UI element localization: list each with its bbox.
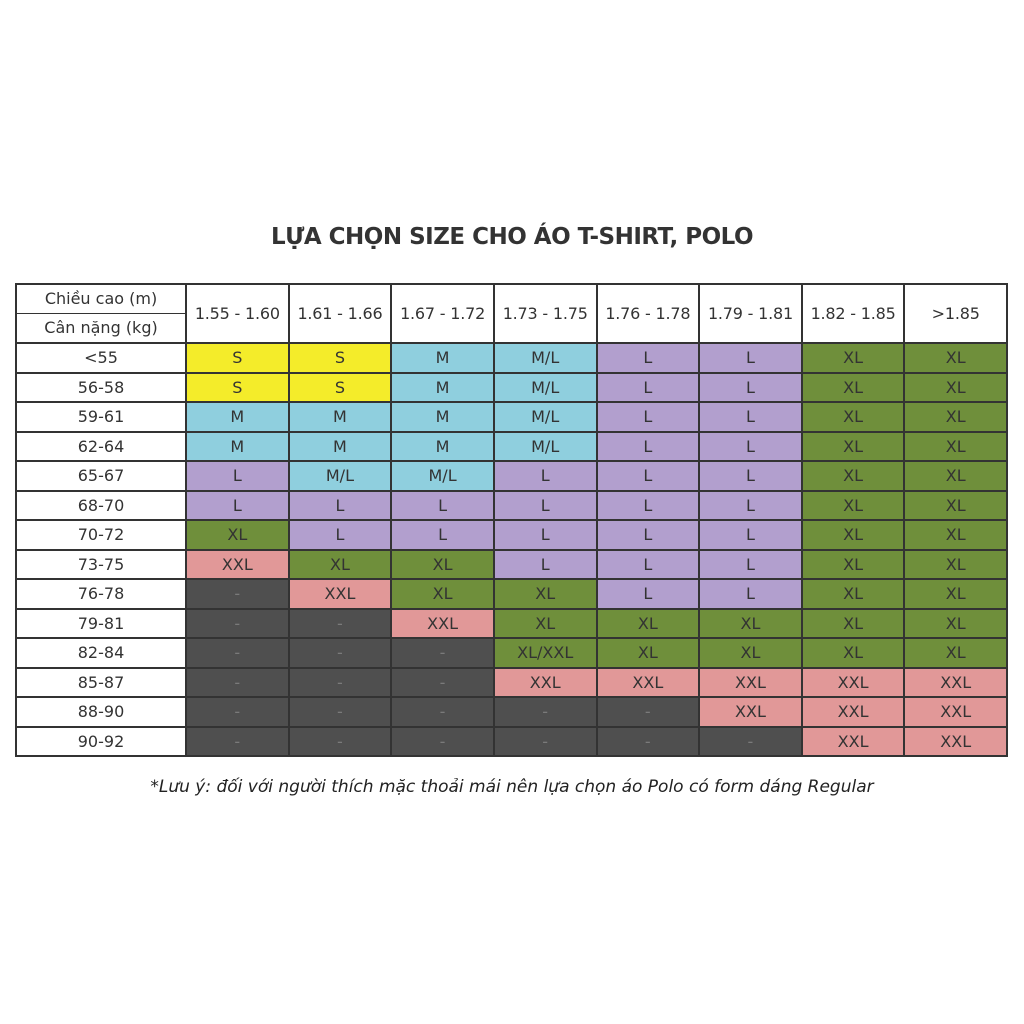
size-cell: XL [904, 402, 1007, 432]
size-cell: XL [904, 609, 1007, 639]
size-cell: XL [802, 432, 905, 462]
size-cell: XL [699, 638, 802, 668]
weight-label: 79-81 [16, 609, 186, 639]
size-cell: - [391, 697, 494, 727]
size-cell: L [597, 432, 700, 462]
height-header: >1.85 [904, 284, 1007, 343]
size-cell: XL [802, 373, 905, 403]
size-cell: - [289, 668, 392, 698]
size-cell: XL [802, 550, 905, 580]
size-cell: XXL [597, 668, 700, 698]
size-cell: - [289, 697, 392, 727]
size-cell: L [699, 491, 802, 521]
size-cell: - [186, 668, 289, 698]
weight-label: 88-90 [16, 697, 186, 727]
size-cell: - [597, 697, 700, 727]
size-cell: - [289, 638, 392, 668]
weight-label: 59-61 [16, 402, 186, 432]
table-row [16, 461, 1007, 491]
table-row [16, 520, 1007, 550]
size-cell: L [186, 491, 289, 521]
size-cell: L [289, 491, 392, 521]
table-row [16, 668, 1007, 698]
size-cell: XL [904, 520, 1007, 550]
size-cell: S [289, 373, 392, 403]
size-cell: L [186, 461, 289, 491]
size-cell: XXL [904, 668, 1007, 698]
size-cell: M/L [289, 461, 392, 491]
size-cell: M [391, 432, 494, 462]
size-cell: S [289, 343, 392, 373]
page-title: LỰA CHỌN SIZE CHO ÁO T-SHIRT, POLO [270, 224, 754, 250]
size-cell: L [494, 550, 597, 580]
size-cell: XL [802, 520, 905, 550]
size-cell: XL [802, 579, 905, 609]
weight-label: 65-67 [16, 461, 186, 491]
size-cell: L [597, 520, 700, 550]
height-header: 1.67 - 1.72 [391, 284, 494, 343]
size-cell: L [699, 550, 802, 580]
table-row [16, 638, 1007, 668]
size-cell: XL [904, 432, 1007, 462]
size-cell: L [597, 491, 700, 521]
weight-label: 56-58 [16, 373, 186, 403]
weight-label: 76-78 [16, 579, 186, 609]
size-cell: XXL [904, 727, 1007, 757]
weight-label: 73-75 [16, 550, 186, 580]
height-header: 1.82 - 1.85 [802, 284, 905, 343]
size-cell: L [699, 402, 802, 432]
size-cell: M [289, 402, 392, 432]
size-cell: XL [904, 579, 1007, 609]
size-cell: M/L [494, 402, 597, 432]
corner-cell [16, 284, 186, 343]
size-cell: L [597, 461, 700, 491]
size-cell: - [186, 579, 289, 609]
size-cell: L [699, 461, 802, 491]
size-cell: L [699, 343, 802, 373]
size-cell: - [186, 697, 289, 727]
weight-label: 68-70 [16, 491, 186, 521]
size-cell: XXL [186, 550, 289, 580]
size-cell: L [597, 402, 700, 432]
height-header: 1.73 - 1.75 [494, 284, 597, 343]
size-cell: XL [904, 550, 1007, 580]
size-cell: - [494, 697, 597, 727]
size-cell: L [597, 579, 700, 609]
size-cell: L [494, 491, 597, 521]
size-cell: XXL [699, 668, 802, 698]
size-cell: XL [904, 491, 1007, 521]
weight-label: 90-92 [16, 727, 186, 757]
size-cell: L [391, 520, 494, 550]
size-cell: S [186, 373, 289, 403]
table-row [16, 432, 1007, 462]
size-cell: XL [494, 579, 597, 609]
table-row [16, 609, 1007, 639]
size-cell: XXL [391, 609, 494, 639]
size-cell: S [186, 343, 289, 373]
height-header: 1.79 - 1.81 [699, 284, 802, 343]
size-cell: XL [699, 609, 802, 639]
size-cell: - [186, 638, 289, 668]
size-cell: XL [289, 550, 392, 580]
table-row [16, 373, 1007, 403]
size-cell: - [597, 727, 700, 757]
weight-label: 62-64 [16, 432, 186, 462]
size-cell: L [699, 520, 802, 550]
size-cell: M/L [391, 461, 494, 491]
size-cell: XL [802, 343, 905, 373]
size-cell: L [391, 491, 494, 521]
size-cell: - [289, 609, 392, 639]
size-cell: XXL [289, 579, 392, 609]
size-cell: - [699, 727, 802, 757]
weight-axis-label: Cân nặng (kg) [44, 318, 158, 337]
size-cell: - [186, 609, 289, 639]
size-cell: XL [802, 609, 905, 639]
table-row [16, 343, 1007, 373]
size-cell: M/L [494, 432, 597, 462]
footnote: *Lưu ý: đối với người thích mặc thoải mái nên lựa chọn áo Polo có form dáng Regular [150, 777, 874, 797]
size-cell: L [699, 373, 802, 403]
size-cell: XL [904, 461, 1007, 491]
size-cell: - [391, 638, 494, 668]
size-cell: L [289, 520, 392, 550]
weight-label: 70-72 [16, 520, 186, 550]
size-cell: XL/XXL [494, 638, 597, 668]
size-cell: XXL [802, 727, 905, 757]
size-cell: L [699, 432, 802, 462]
size-cell: M/L [494, 373, 597, 403]
size-cell: XL [597, 638, 700, 668]
size-cell: XL [904, 343, 1007, 373]
size-cell: XXL [494, 668, 597, 698]
size-cell: L [699, 579, 802, 609]
header-row [16, 284, 1007, 343]
size-cell: XL [802, 402, 905, 432]
size-cell: XL [391, 579, 494, 609]
table-row [16, 727, 1007, 757]
height-header: 1.61 - 1.66 [289, 284, 392, 343]
size-chart-table [15, 283, 1008, 757]
size-cell: L [597, 373, 700, 403]
size-cell: XXL [699, 697, 802, 727]
size-cell: L [494, 520, 597, 550]
height-header: 1.76 - 1.78 [597, 284, 700, 343]
size-cell: XL [802, 638, 905, 668]
size-cell: L [597, 343, 700, 373]
weight-label: <55 [16, 343, 186, 373]
size-cell: XL [597, 609, 700, 639]
size-cell: - [391, 668, 494, 698]
size-cell: - [289, 727, 392, 757]
table-row [16, 579, 1007, 609]
table-row [16, 402, 1007, 432]
size-cell: - [186, 727, 289, 757]
size-cell: XL [802, 491, 905, 521]
size-cell: M [289, 432, 392, 462]
size-cell: M/L [494, 343, 597, 373]
weight-label: 82-84 [16, 638, 186, 668]
size-cell: XL [802, 461, 905, 491]
size-cell: XXL [904, 697, 1007, 727]
table-row [16, 550, 1007, 580]
height-header: 1.55 - 1.60 [186, 284, 289, 343]
weight-label: 85-87 [16, 668, 186, 698]
size-cell: M [391, 373, 494, 403]
size-cell: M [186, 432, 289, 462]
size-cell: L [597, 550, 700, 580]
size-cell: XL [904, 638, 1007, 668]
size-cell: XL [904, 373, 1007, 403]
table-row [16, 697, 1007, 727]
size-cell: - [494, 727, 597, 757]
size-cell: M [391, 343, 494, 373]
height-axis-label: Chiều cao (m) [17, 285, 185, 314]
size-cell: M [391, 402, 494, 432]
table-row [16, 491, 1007, 521]
size-cell: XL [391, 550, 494, 580]
size-cell: XL [186, 520, 289, 550]
size-cell: L [494, 461, 597, 491]
size-cell: XXL [802, 697, 905, 727]
size-cell: XXL [802, 668, 905, 698]
size-cell: - [391, 727, 494, 757]
size-cell: M [186, 402, 289, 432]
size-cell: XL [494, 609, 597, 639]
